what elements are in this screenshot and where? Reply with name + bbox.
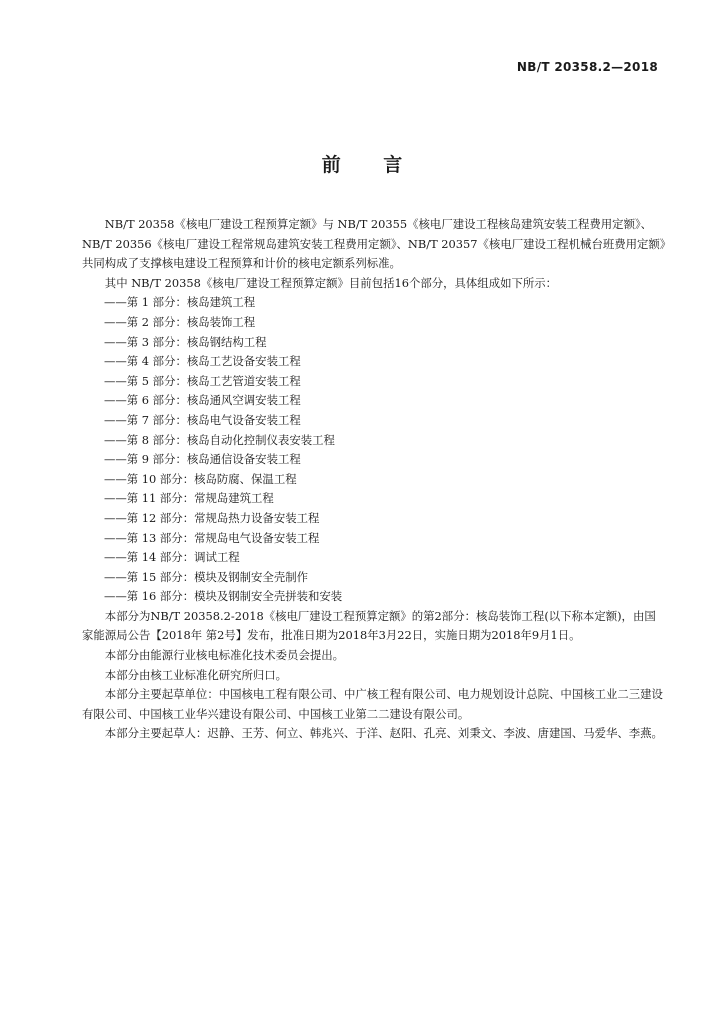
list-item: ——第 7 部分：核岛电气设备安装工程 [104, 412, 301, 427]
list-item: ——第 8 部分：核岛自动化控制仪表安装工程 [104, 432, 335, 447]
list-item: ——第 1 部分：核岛建筑工程 [104, 295, 256, 310]
list-item: ——第 4 部分：核岛工艺设备安装工程 [104, 354, 301, 369]
paragraph-proposer: 本部分由能源行业核电标准化技术委员会提出。 [104, 648, 345, 663]
list-item: ——第 3 部分：核岛钢结构工程 [104, 334, 267, 349]
list-item: ——第 13 部分：常规岛电气设备安装工程 [104, 530, 320, 545]
list-item: ——第 16 部分：模块及钢制安全壳拼装和安装 [104, 589, 343, 604]
list-item: ——第 14 部分：调试工程 [104, 550, 240, 565]
list-item: ——第 6 部分：核岛通风空调安装工程 [104, 393, 301, 408]
list-item: ——第 2 部分：核岛装饰工程 [104, 314, 256, 329]
preface-body [82, 215, 666, 744]
paragraph-series-intro: NB/T 20358《核电厂建设工程预算定额》与 NB/T 20355《核电厂建设工程核岛建筑安装工程费用定额》、NB/T 20356《核电厂建设工程常规岛建筑安装工程费用定额》、NB/T 20357《核电厂建设工程机械台班费用定额》共同构成了支撑核电建设工程预算和计价的核电定额系列标准。 [82, 217, 666, 271]
paragraph-scope: 本部分为NB/T 20358.2-2018《核电厂建设工程预算定额》的第2部分：核岛装饰工程(以下称本定额)，由国家能源局公告【2018年 第2号】发布，批准日期为2018年3月22日，实施日期为2018年9月1日。 [82, 608, 656, 643]
parts-list [82, 293, 666, 607]
list-item: ——第 5 部分：核岛工艺管道安装工程 [104, 373, 301, 388]
list-item: ——第 12 部分：常规岛热力设备安装工程 [104, 510, 320, 525]
paragraph-drafters: 本部分主要起草人：迟静、王芳、何立、韩兆兴、于洋、赵阳、孔亮、刘秉文、李波、唐建国、马爱华、李燕。 [104, 726, 663, 741]
paragraph-parts-intro: 其中 NB/T 20358《核电厂建设工程预算定额》目前包括16个部分，具体组成如下所示： [104, 275, 558, 290]
page-title: 前 言 [321, 154, 421, 176]
paragraph-drafting-units: 本部分主要起草单位：中国核电工程有限公司、中广核工程有限公司、电力规划设计总院、中国核工业二三建设有限公司、中国核工业华兴建设有限公司、中国核工业第二二建设有限公司。 [82, 687, 663, 721]
list-item: ——第 9 部分：核岛通信设备安装工程 [104, 452, 301, 467]
list-item: ——第 15 部分：模块及钢制安全壳制作 [104, 569, 308, 584]
list-item: ——第 11 部分：常规岛建筑工程 [104, 491, 274, 506]
standard-code: NB/T 20358.2—2018 [516, 60, 658, 74]
list-item: ——第 10 部分：核岛防腐、保温工程 [104, 471, 297, 486]
paragraph-centralized: 本部分由核工业标准化研究所归口。 [104, 667, 288, 682]
